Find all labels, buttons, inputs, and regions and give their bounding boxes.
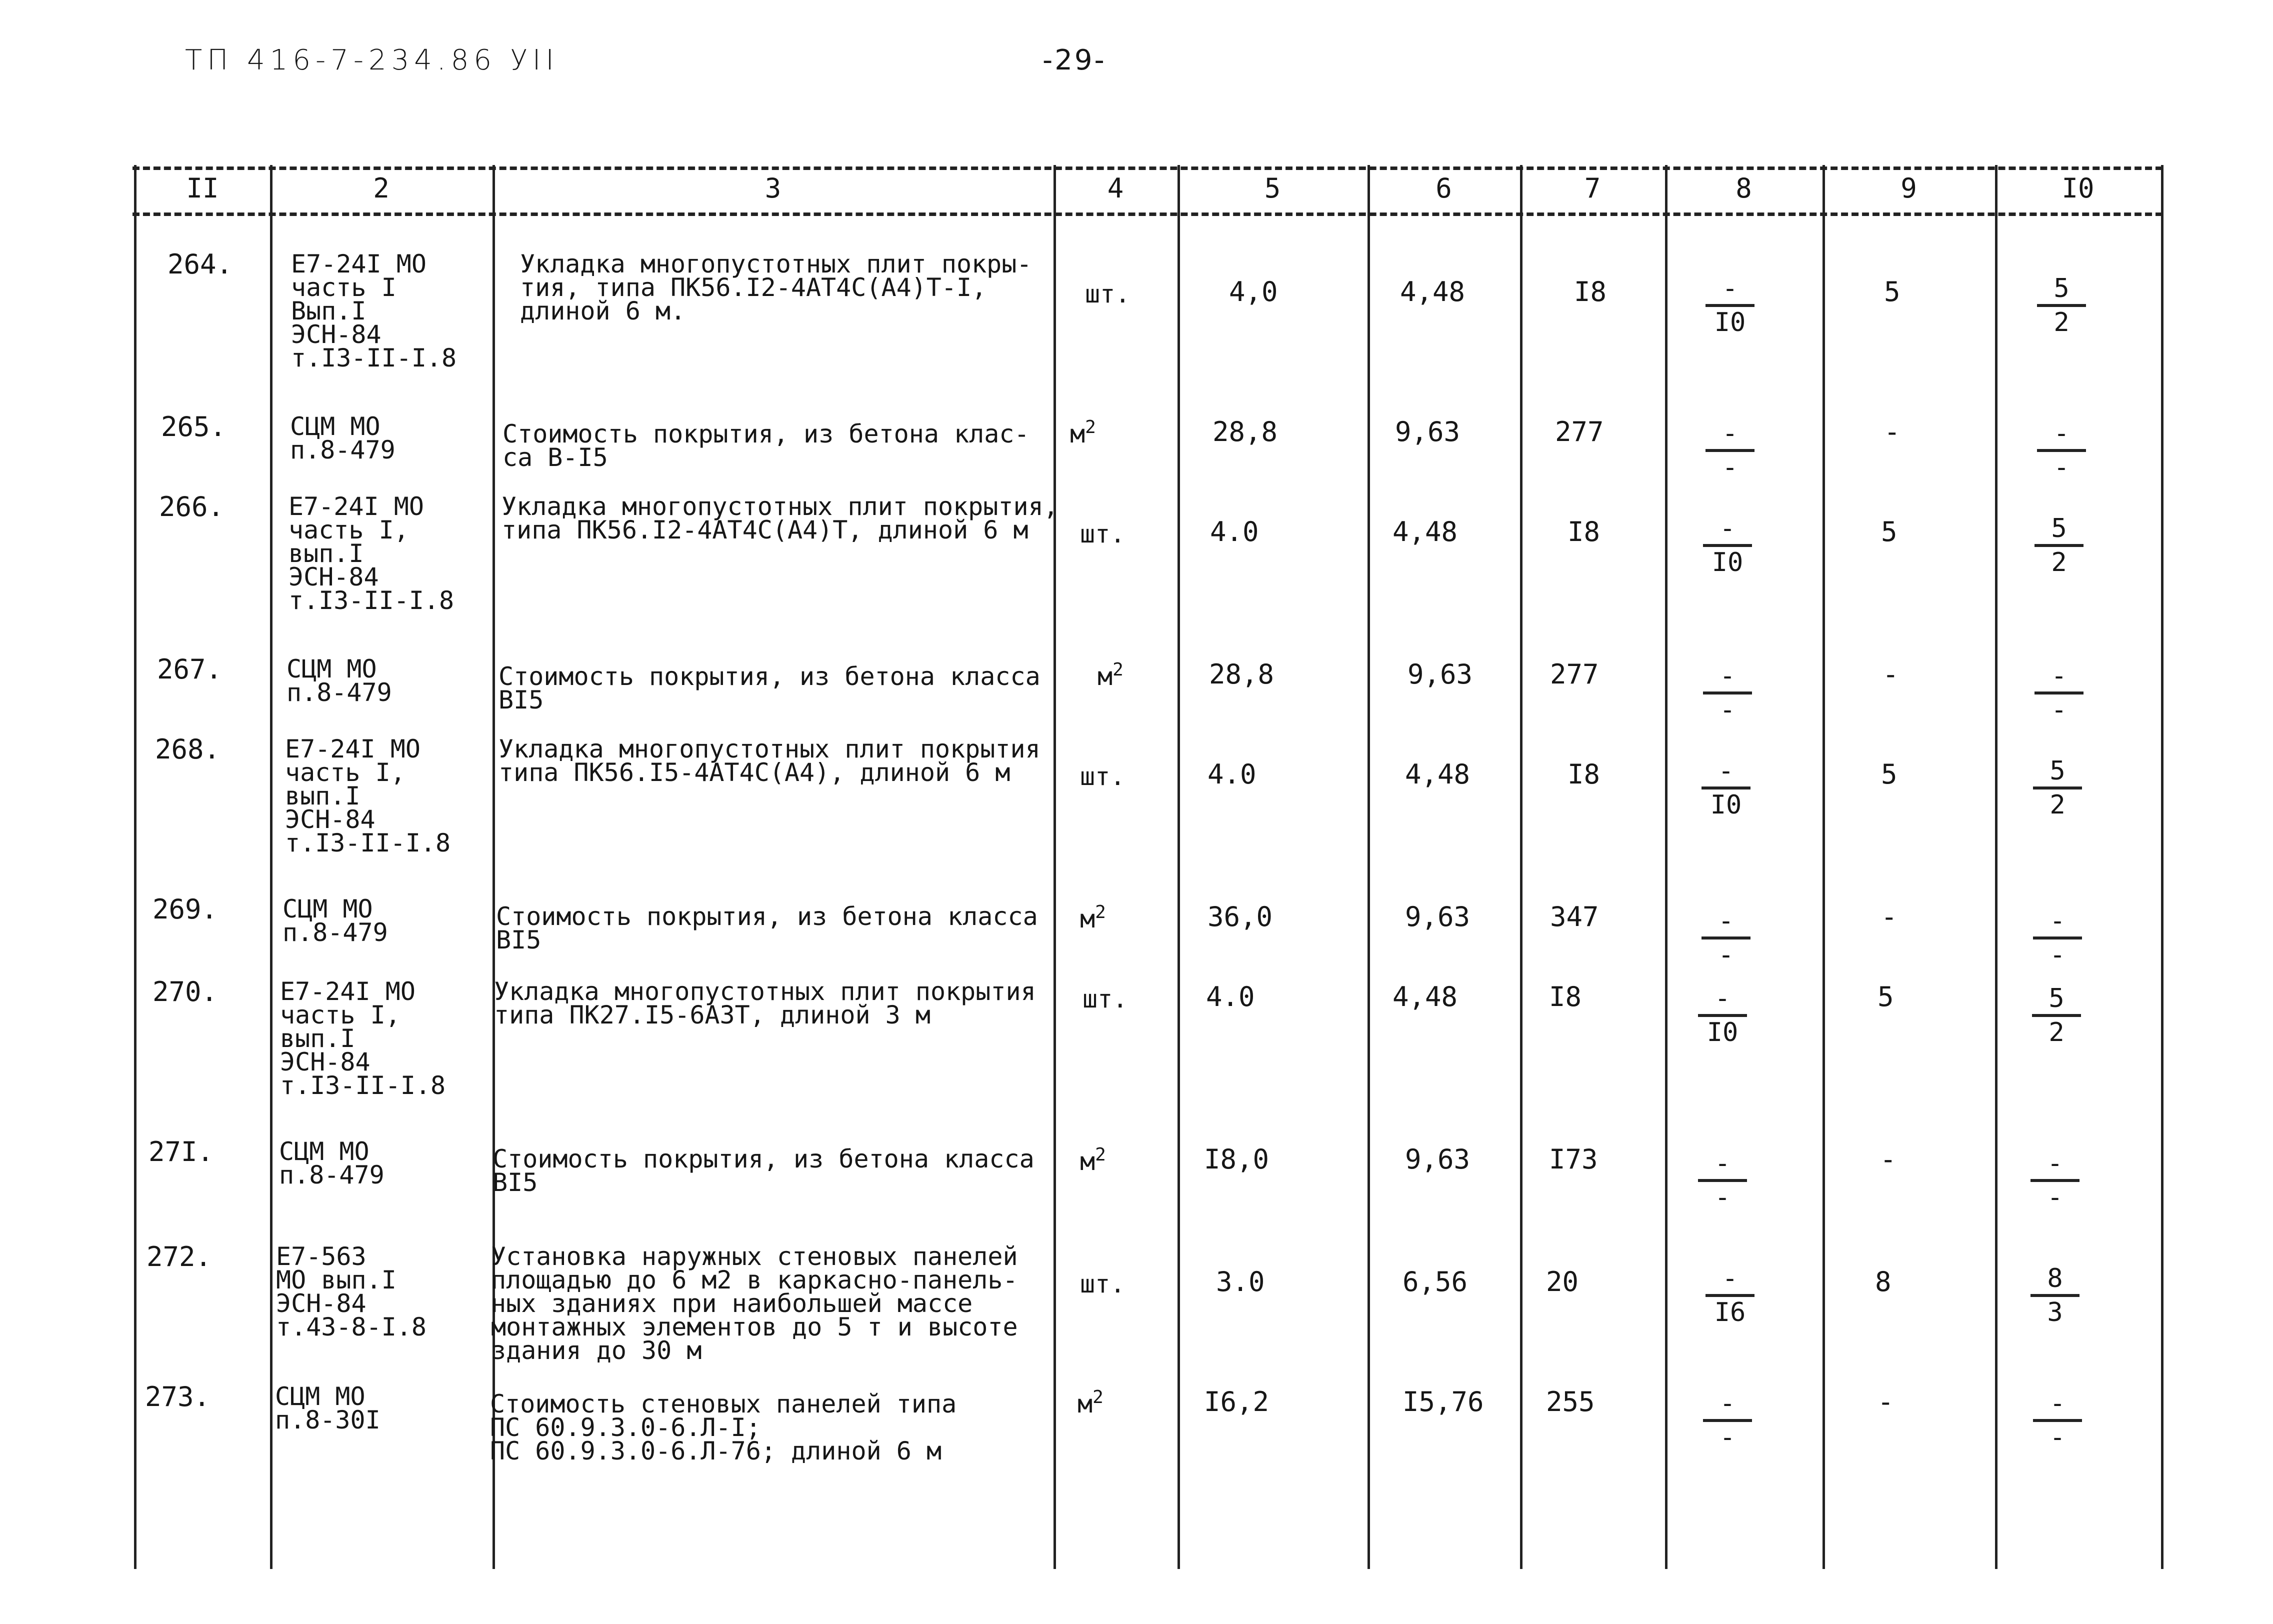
col9-value: 5 [1881,758,1898,790]
work-description: Укладка многопустотных плит покры- тия, типа ПК56.I2-4АТ4С(А4)Т-I, длиной 6 м. [520,250,1032,326]
row-number: 268. [155,734,220,765]
table-header-rule [132,212,2162,216]
total-cost: I8 [1549,981,1582,1012]
fraction-numerator: 5 [2048,984,2064,1014]
column-header: 8 [1736,172,1752,204]
unit-price: 6,56 [1402,1266,1468,1298]
col10-fraction [2030,1390,2085,1451]
column-border [2161,165,2164,1569]
table-top-rule [132,166,2162,170]
norm-reference: СЦМ МО п.8-479 [290,412,396,464]
fraction-denominator: - [1720,695,1736,725]
document-code: ТП 416-7-234.86 УII [185,44,559,76]
column-header: 9 [1900,172,1917,204]
row-number: 264. [168,248,233,280]
fraction-bar [1698,1014,1747,1017]
unit-text: шт. [1080,1270,1126,1298]
quantity: 4.0 [1210,516,1259,548]
quantity: 28,8 [1212,416,1278,448]
unit-superscript: 2 [1095,902,1106,922]
col9-value: - [1884,416,1900,448]
fraction-numerator: - [1722,418,1738,448]
fraction-numerator: - [2054,418,2070,448]
col8-fraction [1695,985,1750,1046]
unit [1080,522,1125,546]
fraction-denominator: 2 [2050,790,2066,820]
fraction-denominator: I0 [1712,548,1744,578]
fraction-bar [2030,1294,2080,1297]
fraction-numerator: - [1722,274,1738,304]
fraction-denominator: - [2050,940,2066,970]
fraction-bar [2033,936,2082,940]
norm-reference: СЦМ МО п.8-479 [286,654,392,707]
total-cost: I8 [1568,758,1600,790]
unit-superscript: 2 [1092,1387,1104,1408]
column-border [1178,165,1180,1569]
quantity: 4.0 [1208,758,1256,790]
col10-fraction [2032,515,2086,576]
col8-fraction [1702,420,1758,481]
fraction-bar [1706,449,1754,452]
column-border [1054,165,1056,1569]
col8-fraction [1702,275,1758,336]
unit [1085,282,1130,306]
unit-text: шт. [1085,280,1130,308]
fraction-denominator: - [1722,452,1738,482]
unit [1080,762,1126,791]
col10-fraction [2030,758,2085,818]
column-border [1520,165,1522,1569]
row-number: 269. [152,894,218,925]
unit-price: 4,48 [1392,981,1458,1012]
fraction-denominator: 3 [2047,1298,2063,1328]
fraction-bar [2037,304,2086,307]
col8-fraction [1700,515,1755,576]
fraction-bar [2037,449,2086,452]
work-description: Стоимость покрытия, из бетона класса ВI5 [498,662,1040,714]
fraction-numerator: 5 [2050,756,2066,786]
fraction-numerator: 5 [2054,274,2070,304]
row-number: 273. [145,1381,210,1412]
row-number: 265. [161,411,226,442]
norm-reference: СЦМ МО п.8-479 [279,1137,384,1190]
col9-value: - [1878,1386,1894,1418]
fraction-denominator: 2 [2051,548,2067,578]
fraction-bar [1706,304,1754,307]
total-cost: 277 [1550,658,1599,690]
unit [1078,1387,1104,1418]
unit-price: 9,63 [1405,1144,1470,1175]
norm-reference: Е7-24I МО часть I, вып.I ЭСН-84 т.I3-II-I.8 [285,734,451,858]
fraction-denominator: - [1714,1182,1730,1212]
row-number: 27I. [148,1136,214,1168]
unit [1080,1144,1106,1176]
col9-value: - [1880,1144,1896,1175]
fraction-denominator: - [2047,1182,2063,1212]
unit-price: 4,48 [1400,276,1466,308]
col9-value: - [1882,658,1899,690]
unit-text: м [1078,1390,1093,1418]
fraction-numerator: - [1720,514,1736,544]
col8-fraction [1698,908,1754,968]
fraction-numerator: - [1714,984,1730,1014]
fraction-numerator: - [2047,1148,2063,1178]
total-cost: 20 [1546,1266,1579,1298]
norm-reference: Е7-24I МО часть I, вып.I ЭСН-84 т.I3-II-I.8 [288,492,454,615]
unit-price: 9,63 [1408,658,1473,690]
fraction-denominator: I0 [1710,790,1742,820]
norm-reference: СЦМ МО п.8-30I [275,1382,380,1434]
col9-value: 5 [1878,981,1894,1012]
unit [1082,984,1128,1014]
unit-price: I5,76 [1402,1386,1484,1418]
unit-text: м [1080,1147,1096,1176]
row-number: 270. [152,976,218,1008]
total-cost: 347 [1550,901,1599,932]
column-border [1995,165,1998,1569]
fraction-bar [2034,692,2084,694]
fraction-denominator: - [2051,695,2067,725]
col10-fraction [2034,420,2089,481]
column-header: 5 [1264,172,1281,204]
col8-fraction [1700,1390,1755,1451]
unit-superscript: 2 [1095,1144,1106,1165]
fraction-denominator: - [1720,1422,1736,1452]
fraction-numerator: - [1718,756,1734,786]
unit-price: 9,63 [1405,901,1470,932]
fraction-bar [1703,692,1752,694]
quantity: 4.0 [1206,981,1255,1012]
quantity: 4,0 [1229,276,1278,308]
work-description: Укладка многопустотных плит покрытия типа ПК27.I5-6АЗТ, длиной 3 м [494,977,1036,1030]
column-border [1368,165,1370,1569]
fraction-numerator: - [1720,661,1736,691]
column-header: 2 [373,172,390,204]
col10-fraction [2034,275,2089,336]
unit [1080,1272,1125,1296]
col9-value: 5 [1881,516,1898,548]
norm-reference: СЦМ МО п.8-479 [282,894,388,947]
unit-superscript: 2 [1112,660,1124,680]
fraction-denominator: 2 [2054,308,2070,338]
unit-text: шт. [1080,762,1126,791]
column-header: 4 [1107,172,1124,204]
fraction-numerator: - [1714,1148,1730,1178]
column-border [1822,165,1825,1569]
column-header: II [186,172,219,204]
row-number: 266. [159,491,224,522]
fraction-bar [2033,1419,2082,1422]
fraction-bar [1702,936,1750,940]
fraction-denominator: - [2050,1422,2066,1452]
column-border [1665,165,1668,1569]
fraction-bar [1698,1179,1747,1182]
fraction-denominator: - [2054,452,2070,482]
fraction-denominator: 2 [2048,1018,2064,1048]
total-cost: 255 [1546,1386,1595,1418]
norm-reference: Е7-563 МО вып.I ЭСН-84 т.43-8-I.8 [276,1242,427,1342]
fraction-numerator: - [2050,906,2066,936]
fraction-numerator: 5 [2051,514,2067,544]
column-border [134,165,136,1569]
fraction-numerator: - [2050,1388,2066,1418]
unit-text: м [1080,904,1096,934]
row-number: 272. [146,1241,212,1272]
unit-price: 9,63 [1395,416,1460,448]
total-cost: I8 [1574,276,1607,308]
fraction-denominator: I0 [1706,1018,1738,1048]
unit-text: шт. [1082,984,1128,1014]
work-description: Стоимость покрытия, из бетона клас- са В-I5 [502,420,1030,472]
col10-fraction [2028,1265,2082,1326]
col9-value: 5 [1884,276,1900,308]
col10-fraction [2030,908,2085,968]
fraction-bar [2033,786,2082,790]
col10-fraction [2029,985,2084,1046]
col8-fraction [1702,1265,1758,1326]
work-description: Укладка многопустотных плит покрытия, типа ПК56.I2-4АТ4С(А4)Т, длиной 6 м [502,492,1058,544]
fraction-bar [2034,544,2084,547]
column-header: 3 [764,172,782,204]
unit-text: шт. [1080,520,1126,548]
page-number: -29- [1042,44,1106,76]
fraction-denominator: I6 [1714,1298,1746,1328]
fraction-bar [1703,1419,1752,1422]
total-cost: I8 [1568,516,1600,548]
unit [1098,660,1124,691]
fraction-numerator: - [1718,906,1734,936]
fraction-bar [1706,1294,1754,1297]
fraction-numerator: - [2051,661,2067,691]
unit [1070,417,1096,448]
unit [1080,902,1106,934]
fraction-denominator: I0 [1714,308,1746,338]
fraction-denominator: - [1718,940,1734,970]
fraction-numerator: - [1720,1388,1736,1418]
column-header: I0 [2062,172,2094,204]
unit-price: 4,48 [1405,758,1470,790]
col8-fraction [1698,758,1754,818]
quantity: I8,0 [1204,1144,1270,1175]
fraction-bar [1703,544,1752,547]
column-header: 7 [1584,172,1601,204]
work-description: Стоимость стеновых панелей типа ПС 60.9.3.0-6.Л-I; ПС 60.9.3.0-6.Л-76; длиной 6 м [490,1390,957,1466]
norm-reference: Е7-24I МО часть I Вып.I ЭСН-84 т.I3-II-I.8 [291,250,457,372]
work-description: Стоимость покрытия, из бетона класса ВI5 [492,1144,1034,1197]
col8-fraction [1695,1150,1750,1211]
total-cost: 277 [1555,416,1604,448]
fraction-bar [1702,786,1750,790]
work-description: Стоимость покрытия, из бетона класса ВI5 [496,902,1038,954]
fraction-numerator: - [1722,1264,1738,1294]
fraction-numerator: 8 [2047,1264,2063,1294]
col9-value: - [1881,901,1898,932]
quantity: 28,8 [1209,658,1274,690]
unit-price: 4,48 [1392,516,1458,548]
quantity: I6,2 [1204,1386,1270,1418]
quantity: 36,0 [1208,901,1273,932]
col10-fraction [2032,662,2086,724]
col8-fraction [1700,662,1755,724]
unit-superscript: 2 [1085,417,1096,438]
total-cost: I73 [1549,1144,1598,1175]
norm-reference: Е7-24I МО часть I, вып.I ЭСН-84 т.I3-II-I.8 [280,977,446,1100]
col9-value: 8 [1875,1266,1892,1298]
work-description: Установка наружных стеновых панелей площадью до 6 м2 в каркасно-панель- ных зданиях при наибольшей массе монтажных элементов до 5 т и высоте здания до 30 м [491,1242,1018,1365]
work-description: Укладка многопустотных плит покрытия типа ПК56.I5-4АТ4С(А4), длиной 6 м [498,734,1040,787]
quantity: 3.0 [1216,1266,1265,1298]
row-number: 267. [157,654,222,685]
column-border [270,165,272,1569]
column-header: 6 [1436,172,1452,204]
unit-text: м [1070,420,1086,448]
col10-fraction [2028,1150,2082,1211]
unit-text: м [1098,662,1113,691]
fraction-bar [2030,1179,2080,1182]
fraction-bar [2032,1014,2081,1017]
